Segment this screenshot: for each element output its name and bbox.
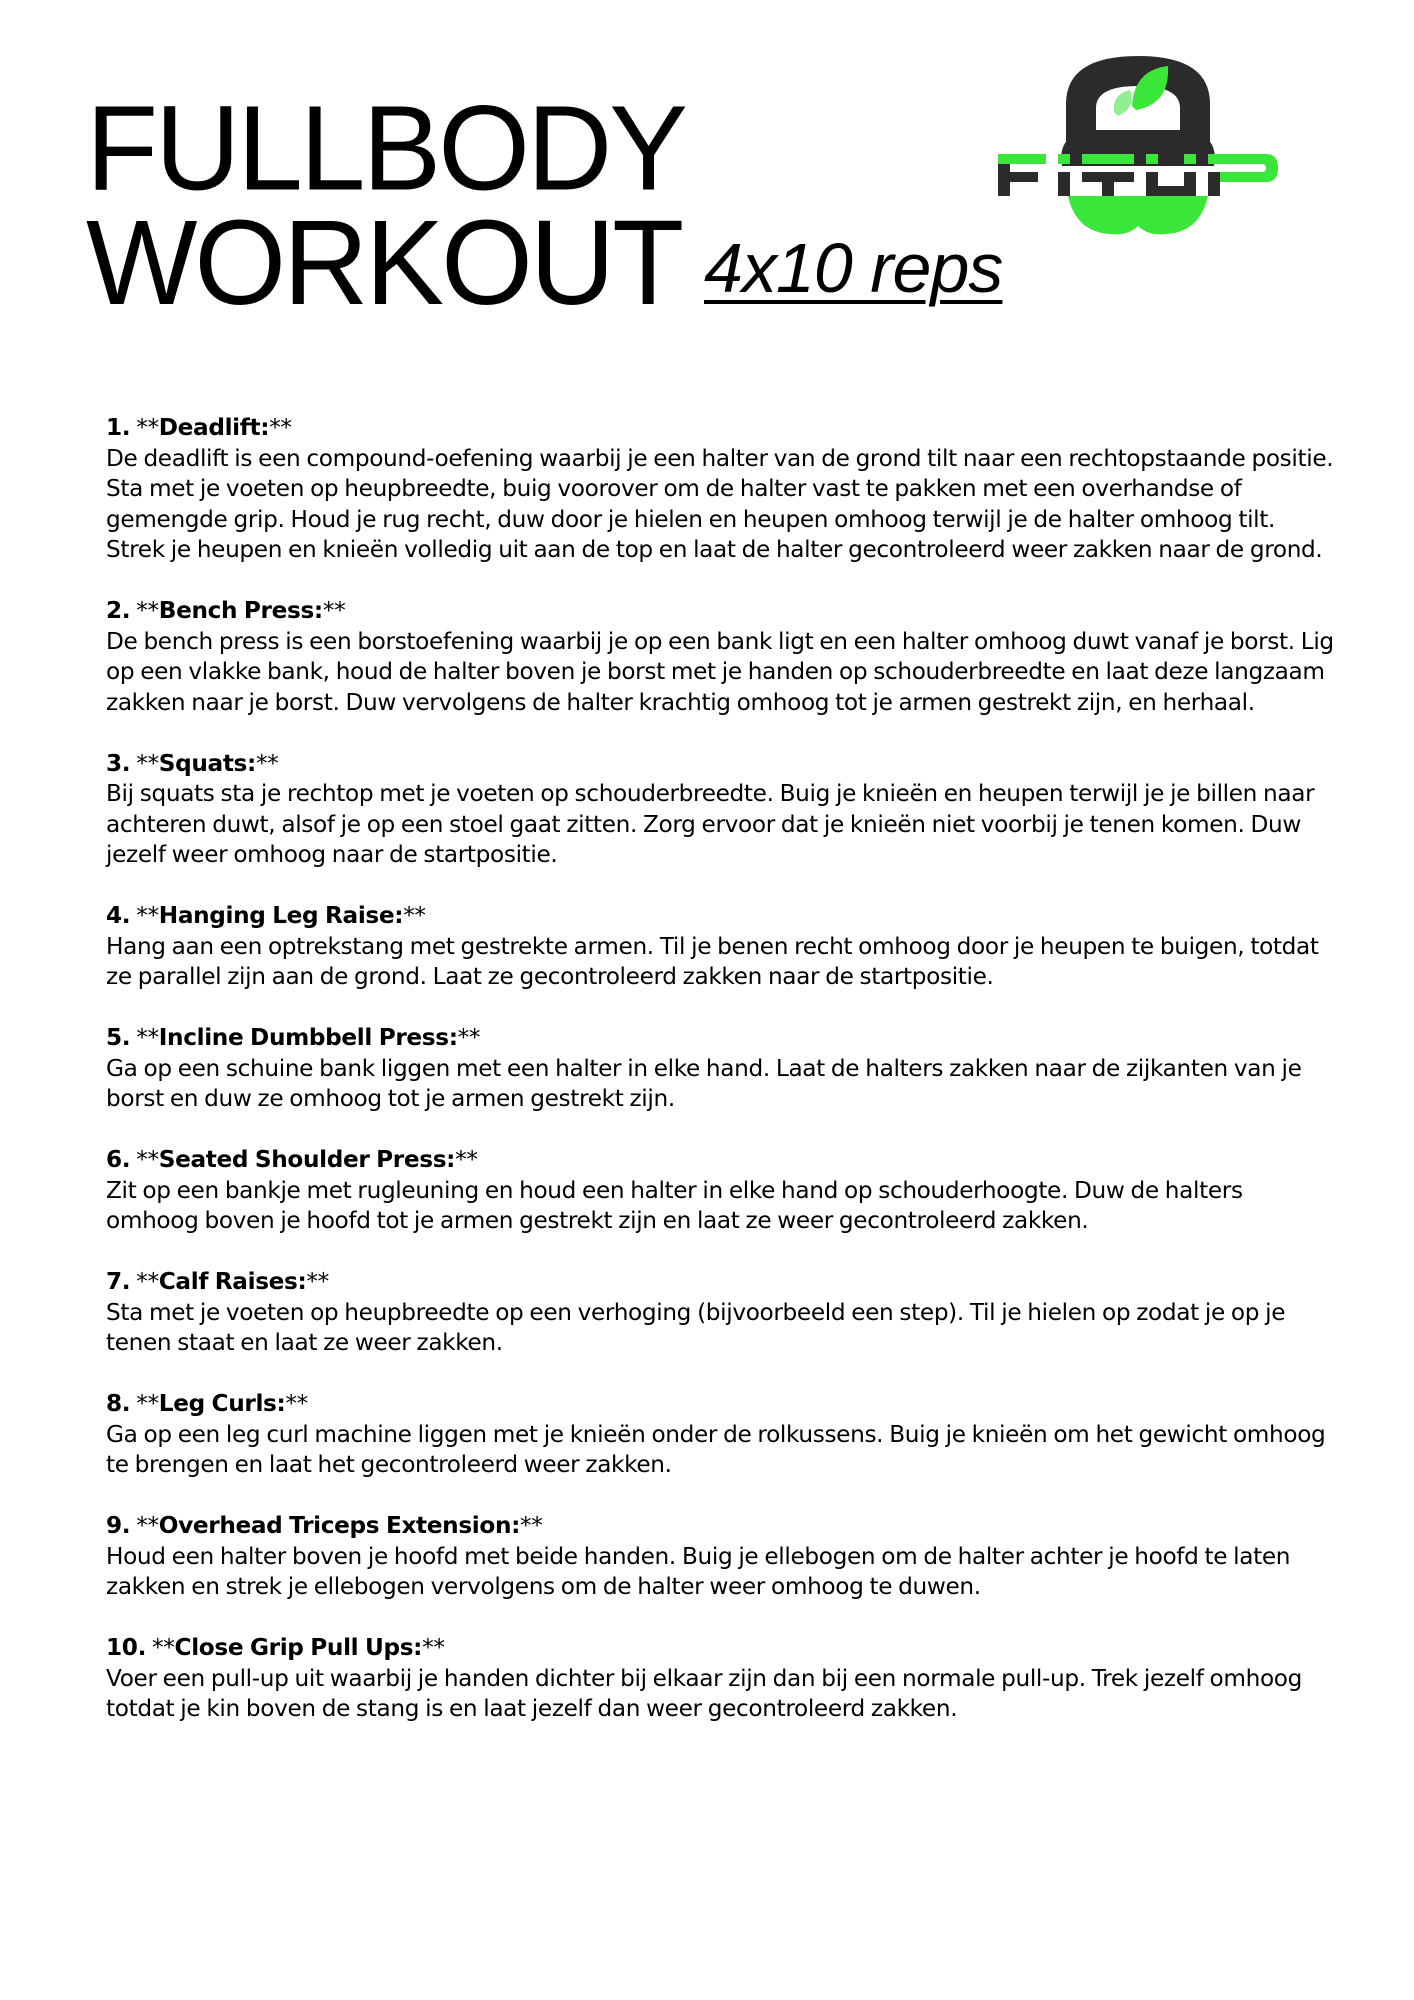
exercise-description: Zit op een bankje met rugleuning en houd een halter in elke hand op schouderhoogte. Duw de halters omhoog boven je hoofd tot je armen gestrekt zijn en laat ze weer gecontroleerd zakken. (106, 1176, 1243, 1234)
markdown-asterisks: ** (130, 1024, 159, 1051)
exercise-item (106, 1633, 1336, 1725)
exercise-item (106, 1267, 1336, 1359)
exercise-name: Leg Curls: (158, 1390, 286, 1417)
markdown-asterisks: ** (322, 597, 346, 624)
exercise-number: 4. (106, 902, 131, 929)
exercise-item (106, 1511, 1336, 1603)
markdown-asterisks: ** (130, 1268, 159, 1295)
exercise-item (106, 596, 1336, 718)
exercise-number: 6. (106, 1146, 131, 1173)
markdown-asterisks: ** (130, 1512, 159, 1539)
exercise-description: Sta met je voeten op heupbreedte op een verhoging (bijvoorbeeld een step). Til je hielen op zodat je op je tenen staat en laat ze weer zakken. (106, 1298, 1286, 1356)
exercise-number: 1. (106, 414, 131, 441)
exercise-name: Seated Shoulder Press: (158, 1146, 456, 1173)
exercise-heading (106, 596, 1336, 627)
markdown-asterisks: ** (130, 1390, 159, 1417)
exercise-heading (106, 1023, 1336, 1054)
markdown-asterisks: ** (255, 749, 279, 777)
exercise-description: Voer een pull-up uit waarbij je handen dichter bij elkaar zijn dan bij een normale pull-up. Trek jezelf omhoog totdat je kin boven de stang is en laat jezelf dan weer gecontroleerd zakken. (106, 1664, 1302, 1722)
reps-subtitle: 4x10 reps (704, 229, 1003, 307)
page-title (86, 81, 685, 331)
exercise-number: 5. (106, 1024, 131, 1051)
exercise-description: Ga op een schuine bank liggen met een halter in elke hand. Laat de halters zakken naar de zijkanten van je borst en duw ze omhoog tot je armen gestrekt zijn. (106, 1054, 1302, 1112)
exercise-heading (106, 1389, 1336, 1420)
kettlebell-leaf-icon (996, 46, 1280, 240)
markdown-asterisks: ** (457, 1024, 481, 1051)
title-line-1: FULLBODY (86, 81, 685, 217)
exercise-item (106, 749, 1336, 871)
exercise-list (106, 413, 1336, 1755)
markdown-asterisks: ** (130, 597, 159, 624)
fitup-logo (996, 46, 1280, 240)
exercise-heading (106, 1633, 1336, 1664)
markdown-asterisks: ** (422, 1634, 445, 1661)
exercise-description: De deadlift is een compound-oefening waarbij je een halter van de grond tilt naar een rechtopstaande positie. Sta met je voeten op heupbreedte, buig voorover om de halter vast te pakken met een overhandse of gemengde grip. Houd je rug recht, duw door je hielen en heupen omhoog terwijl je de halter omhoog tilt. Strek je heupen en knieën volledig uit aan de top en laat de halter gecontroleerd weer zakken naar de grond. (106, 444, 1334, 563)
exercise-item (106, 901, 1336, 993)
markdown-asterisks: ** (285, 1390, 308, 1417)
exercise-item (106, 1389, 1336, 1481)
markdown-asterisks: ** (146, 1634, 175, 1661)
exercise-item (106, 1145, 1336, 1237)
exercise-heading (106, 901, 1336, 932)
exercise-number: 10. (106, 1634, 147, 1661)
exercise-number: 7. (106, 1268, 131, 1295)
exercise-name: Calf Raises: (158, 1268, 307, 1295)
exercise-description: Ga op een leg curl machine liggen met je knieën onder de rolkussens. Buig je knieën om het gewicht omhoog te brengen en laat het gecontroleerd weer zakken. (106, 1420, 1326, 1478)
exercise-heading (106, 1267, 1336, 1298)
markdown-asterisks: ** (130, 1146, 159, 1173)
markdown-asterisks: ** (130, 414, 159, 441)
exercise-heading (106, 413, 1336, 444)
exercise-description: Hang aan een optrekstang met gestrekte armen. Til je benen recht omhoog door je heupen te buigen, totdat ze parallel zijn aan de grond. Laat ze gecontroleerd zakken naar de startpositie. (106, 932, 1319, 990)
markdown-asterisks: ** (403, 902, 426, 929)
markdown-asterisks: ** (130, 902, 159, 929)
exercise-description: De bench press is een borstoefening waarbij je op een bank ligt en een halter omhoog duwt vanaf je borst. Lig op een vlakke bank, houd de halter boven je borst met je handen op schouderbreedte en laat deze langzaam zakken naar je borst. Duw vervolgens de halter krachtig omhoog tot je armen gestrekt zijn, en herhaal. (106, 627, 1334, 716)
markdown-asterisks: ** (269, 414, 292, 441)
exercise-number: 3. (106, 749, 131, 777)
exercise-name: Squats: (158, 749, 256, 777)
exercise-number: 2. (106, 597, 131, 624)
exercise-name: Bench Press: (158, 597, 323, 624)
exercise-heading (106, 1511, 1336, 1542)
exercise-heading (106, 749, 1336, 780)
exercise-name: Incline Dumbbell Press: (158, 1024, 458, 1051)
exercise-name: Hanging Leg Raise: (158, 902, 404, 929)
exercise-name: Deadlift: (158, 414, 270, 441)
exercise-item (106, 1023, 1336, 1115)
title-line-2: WORKOUT (86, 195, 682, 331)
markdown-asterisks: ** (455, 1146, 478, 1173)
exercise-heading (106, 1145, 1336, 1176)
exercise-name: Close Grip Pull Ups: (174, 1634, 423, 1661)
exercise-description: Houd een halter boven je hoofd met beide handen. Buig je ellebogen om de halter achter je hoofd te laten zakken en strek je ellebogen vervolgens om de halter weer omhoog te duwen. (106, 1542, 1291, 1600)
exercise-description: Bij squats sta je rechtop met je voeten op schouderbreedte. Buig je knieën en heupen terwijl je je billen naar achteren duwt, alsof je op een stoel gaat zitten. Zorg ervoor dat je knieën niet voorbij je tenen komen. Duw jezelf weer omhoog naar de startpositie. (106, 780, 1315, 868)
exercise-name: Overhead Triceps Extension: (158, 1512, 521, 1539)
markdown-asterisks: ** (306, 1268, 329, 1295)
exercise-number: 9. (106, 1512, 131, 1539)
exercise-number: 8. (106, 1390, 131, 1417)
markdown-asterisks: ** (520, 1512, 543, 1539)
exercise-item (106, 413, 1336, 566)
markdown-asterisks: ** (130, 749, 159, 777)
